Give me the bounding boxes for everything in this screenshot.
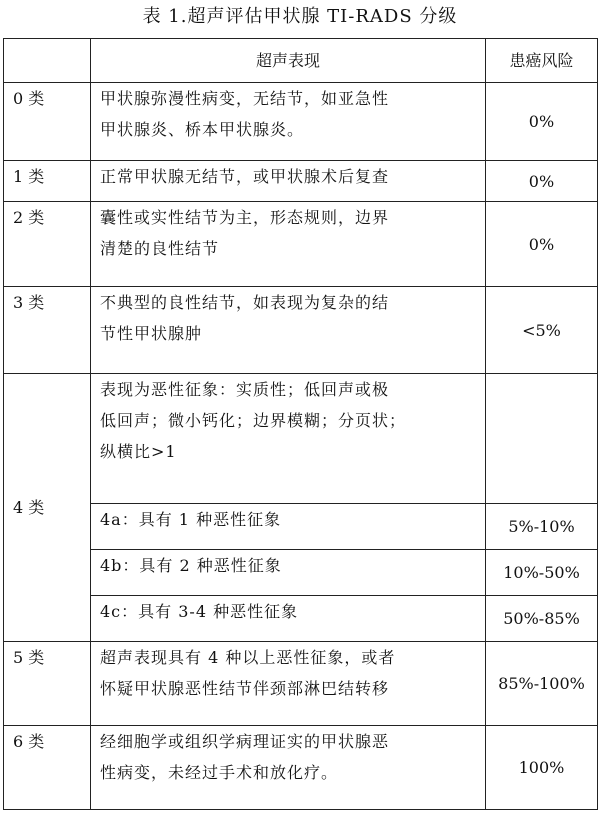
findings-line: 清楚的良性结节 — [100, 239, 220, 258]
header-category — [4, 39, 91, 83]
findings-line: 不典型的良性结节，如表现为复杂的结 — [100, 293, 390, 312]
table-subrow — [4, 596, 598, 642]
table-row — [4, 287, 598, 374]
table-caption: 表 1.超声评估甲状腺 TI-RADS 分级 — [142, 6, 458, 27]
risk-cell: 100% — [486, 726, 598, 810]
risk-cell: 0% — [486, 161, 598, 202]
findings-cell — [91, 642, 486, 726]
table-row — [4, 202, 598, 287]
risk-cell: 0% — [486, 83, 598, 161]
table-row — [4, 161, 598, 202]
category-cell: 1 类 — [4, 161, 91, 202]
findings-cell: 4a：具有 1 种恶性征象 — [91, 504, 486, 550]
category-cell: 4 类 — [4, 374, 91, 642]
findings-line: 甲状腺炎、桥本甲状腺炎。 — [100, 120, 305, 139]
findings-cell — [91, 83, 486, 161]
findings-line: 超声表现具有 4 种以上恶性征象，或者 — [100, 648, 396, 667]
findings-line: 正常甲状腺无结节，或甲状腺术后复查 — [100, 167, 390, 186]
table-row — [4, 374, 598, 504]
table-row — [4, 726, 598, 810]
risk-cell: <5% — [486, 287, 598, 374]
table-row — [4, 642, 598, 726]
category-cell: 6 类 — [4, 726, 91, 810]
risk-cell: 85%-100% — [486, 642, 598, 726]
risk-cell: 50%-85% — [486, 596, 598, 642]
findings-line: 纵横比>1 — [100, 442, 177, 461]
findings-cell — [91, 287, 486, 374]
table-row — [4, 83, 598, 161]
findings-line: 囊性或实性结节为主，形态规则，边界 — [100, 208, 390, 227]
findings-cell: 4c：具有 3-4 种恶性征象 — [91, 596, 486, 642]
risk-cell: 0% — [486, 202, 598, 287]
findings-line: 低回声；微小钙化；边界模糊；分页状； — [100, 411, 407, 430]
findings-line: 甲状腺弥漫性病变，无结节，如亚急性 — [100, 89, 390, 108]
findings-cell — [91, 202, 486, 287]
tirads-table — [3, 38, 598, 810]
findings-cell — [91, 374, 486, 504]
header-findings: 超声表现 — [91, 39, 486, 83]
risk-cell — [486, 374, 598, 504]
header-risk: 患癌风险 — [486, 39, 598, 83]
findings-line: 表现为恶性征象：实质性；低回声或极 — [100, 380, 390, 399]
category-cell: 3 类 — [4, 287, 91, 374]
findings-cell — [91, 161, 486, 202]
category-cell: 5 类 — [4, 642, 91, 726]
category-cell: 2 类 — [4, 202, 91, 287]
risk-cell: 10%-50% — [486, 550, 598, 596]
header-row — [4, 39, 598, 83]
table-subrow — [4, 504, 598, 550]
findings-line: 怀疑甲状腺恶性结节伴颈部淋巴结转移 — [100, 679, 390, 698]
findings-line: 节性甲状腺肿 — [100, 324, 203, 343]
risk-cell: 5%-10% — [486, 504, 598, 550]
table-subrow — [4, 550, 598, 596]
findings-line: 经细胞学或组织学病理证实的甲状腺恶 — [100, 732, 390, 751]
category-cell: 0 类 — [4, 83, 91, 161]
findings-line: 性病变，未经过手术和放化疗。 — [100, 763, 339, 782]
findings-cell — [91, 726, 486, 810]
findings-cell: 4b：具有 2 种恶性征象 — [91, 550, 486, 596]
